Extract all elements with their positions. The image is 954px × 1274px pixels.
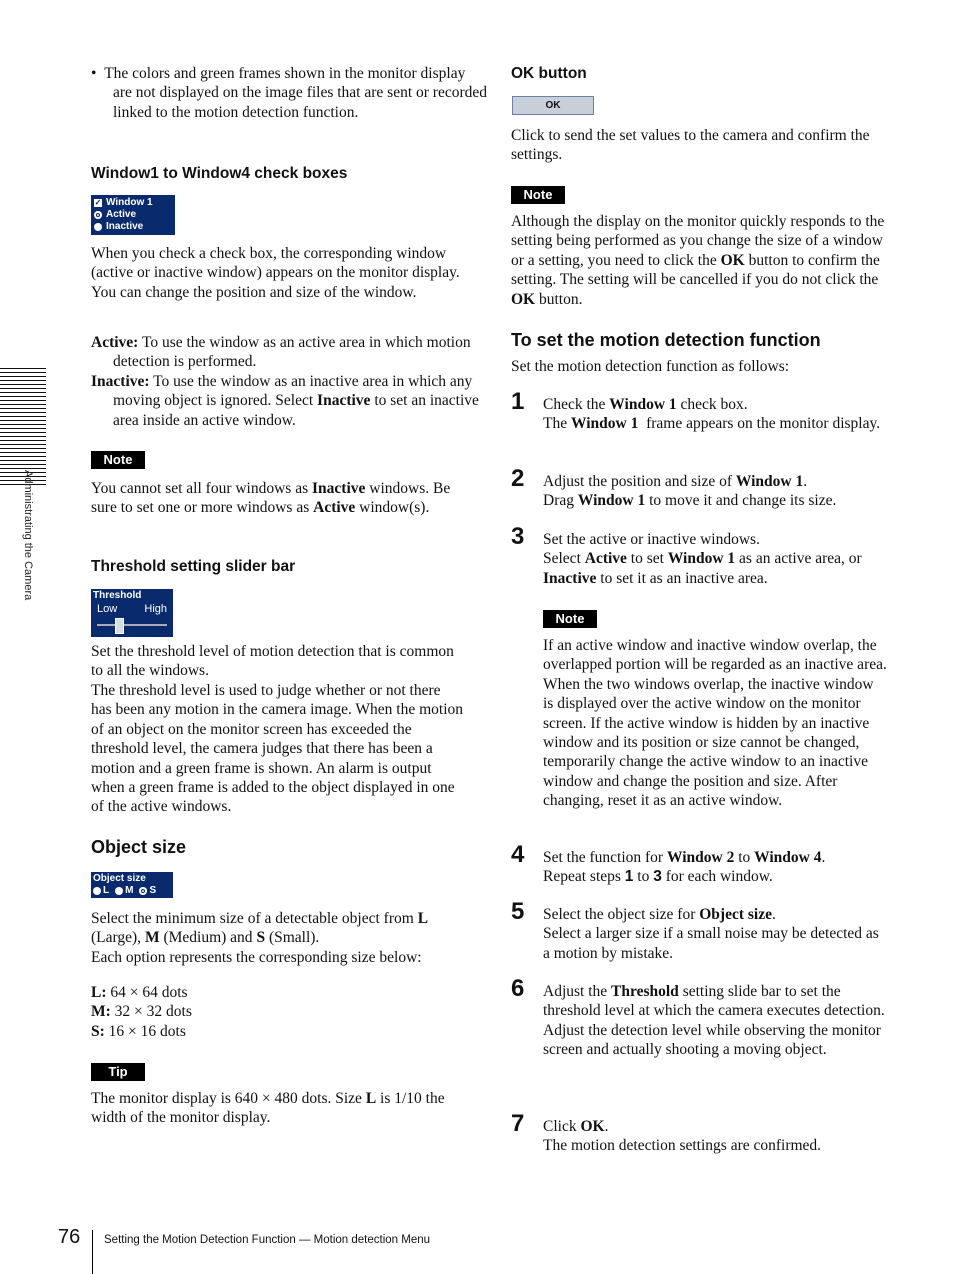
inactive-definition: Inactive: To use the window as an inactive area in which any moving object is ignored. Select Inactive to set an inactive area inside an active window.	[91, 373, 479, 429]
inactive-radio[interactable]: Inactive	[94, 221, 143, 232]
radio-icon	[94, 223, 102, 231]
step-number-3: 3	[511, 523, 525, 550]
procedure-intro: Set the motion detection function as follows:	[511, 358, 790, 375]
window1-checkbox[interactable]: ✓ Window 1	[94, 197, 153, 208]
step-2-text: Adjust the position and size of Window 1. Drag Window 1 to move it and change its size.	[543, 473, 837, 510]
object-size-title: Object size	[93, 873, 146, 884]
object-size-options: L M S	[93, 885, 156, 896]
step-7-text: Click OK. The motion detection settings are confirmed.	[543, 1118, 822, 1155]
radio-selected-icon	[94, 211, 102, 219]
note-badge-right: Note	[511, 186, 565, 204]
window-heading: Window1 to Window4 check boxes	[91, 165, 348, 182]
step-3-text: Set the active or inactive windows. Select Active to set Window 1 as an active area, or Inactive to set it as an inactive area.	[543, 531, 862, 587]
object-size-description: Select the minimum size of a detectable object from L (Large), M (Medium) and S (Small). Each option represents the corresponding size below:	[91, 910, 429, 966]
step-number-4: 4	[511, 841, 525, 868]
bullet-item: • The colors and green frames shown in the monitor display are not displayed on the image files that are sent or recorded linked to the motion detection function.	[91, 65, 488, 121]
step-number-5: 5	[511, 898, 525, 925]
step-number-2: 2	[511, 465, 525, 492]
step-4-text: Set the function for Window 2 to Window 4. Repeat steps 1 to 3 for each window.	[543, 849, 826, 886]
radio-s-selected-icon[interactable]	[139, 887, 147, 895]
threshold-description-2: The threshold level is used to judge whether or not there has been any motion in the camera image. When the motion of an object on the monitor screen has exceeded the threshold level, the camera judges that there has been a motion and a green frame is shown. An alarm is output when a green frame is added to the object displayed in one of the active windows.	[91, 682, 464, 816]
tip-text: The monitor display is 640 × 480 dots. Size L is 1/10 the width of the monitor display.	[91, 1090, 445, 1127]
side-label: Administrating the Camera	[22, 470, 34, 601]
step-6-text: Adjust the Threshold setting slide bar to set the threshold level at which the camera executes detection. Adjust the detection level while observing the monitor screen and actually shooting a moving object.	[543, 983, 885, 1059]
footer-title: Setting the Motion Detection Function — Motion detection Menu	[104, 1234, 431, 1246]
window-checkbox-widget	[91, 195, 175, 235]
step-number-7: 7	[511, 1110, 525, 1137]
size-list	[91, 983, 192, 1041]
step-1-text: Check the Window 1 check box. The Window 1 frame appears on the monitor display.	[543, 396, 881, 433]
active-definition: Active: To use the window as an active area in which motion detection is performed.	[91, 334, 471, 371]
threshold-high-label: High	[144, 603, 167, 615]
object-size-heading: Object size	[91, 837, 187, 857]
note-badge-step: Note	[543, 610, 597, 628]
size-m: M: 32 × 32 dots	[91, 1003, 192, 1021]
threshold-track	[97, 624, 167, 626]
checkbox-checked-icon: ✓	[94, 197, 102, 207]
ok-description: Click to send the set values to the camera and confirm the settings.	[511, 127, 870, 164]
threshold-low-label: Low	[97, 603, 118, 615]
radio-m-icon[interactable]	[115, 887, 123, 895]
step-number-1: 1	[511, 388, 525, 415]
step-5-text: Select the object size for Object size. Select a larger size if a small noise may be detected as a motion by mistake.	[543, 906, 879, 962]
threshold-title: Threshold	[93, 590, 142, 601]
step-number-6: 6	[511, 975, 525, 1002]
radio-l-icon[interactable]	[93, 887, 101, 895]
procedure-heading: To set the motion detection function	[511, 330, 821, 350]
note-badge: Note	[91, 451, 145, 469]
note-step-text: If an active window and inactive window overlap, the overlapped portion will be regarded as an inactive area. When the two windows overlap, the inactive window is displayed over the active window on the monitor screen. If the active window is hidden by an inactive window and its position or size cannot be changed, temporarily change the active window to an inactive window and change the position and size. After changing, reset it as an active window.	[543, 637, 887, 810]
note-text: You cannot set all four windows as Inactive windows. Be sure to set one or more windows as Active window(s).	[91, 480, 451, 517]
note-text-right: Although the display on the monitor quickly responds to the setting being performed as you change the size of a window or a setting, you need to click the OK button to confirm the setting. The setting will be cancelled if you do not click the OK button.	[511, 213, 885, 308]
object-size-widget	[91, 872, 173, 898]
page-number: 76	[58, 1226, 81, 1248]
tip-badge: Tip	[91, 1063, 145, 1081]
threshold-description: Set the threshold level of motion detection that is common to all the windows.	[91, 643, 454, 680]
size-l: L: 64 × 64 dots	[91, 984, 188, 1001]
bullet-dot: •	[91, 65, 105, 82]
threshold-heading: Threshold setting slider bar	[91, 558, 296, 575]
footer-divider	[92, 1230, 93, 1274]
window-description: When you check a check box, the corresponding window (active or inactive window) appears on the monitor display. You can change the position and size of the window.	[91, 245, 460, 301]
threshold-slider-widget	[91, 589, 173, 637]
threshold-slider-handle[interactable]	[115, 618, 124, 634]
ok-heading: OK button	[511, 65, 587, 82]
active-radio[interactable]: Active	[94, 209, 136, 220]
ok-button-image[interactable]: OK	[512, 96, 594, 115]
size-s: S: 16 × 16 dots	[91, 1022, 186, 1040]
